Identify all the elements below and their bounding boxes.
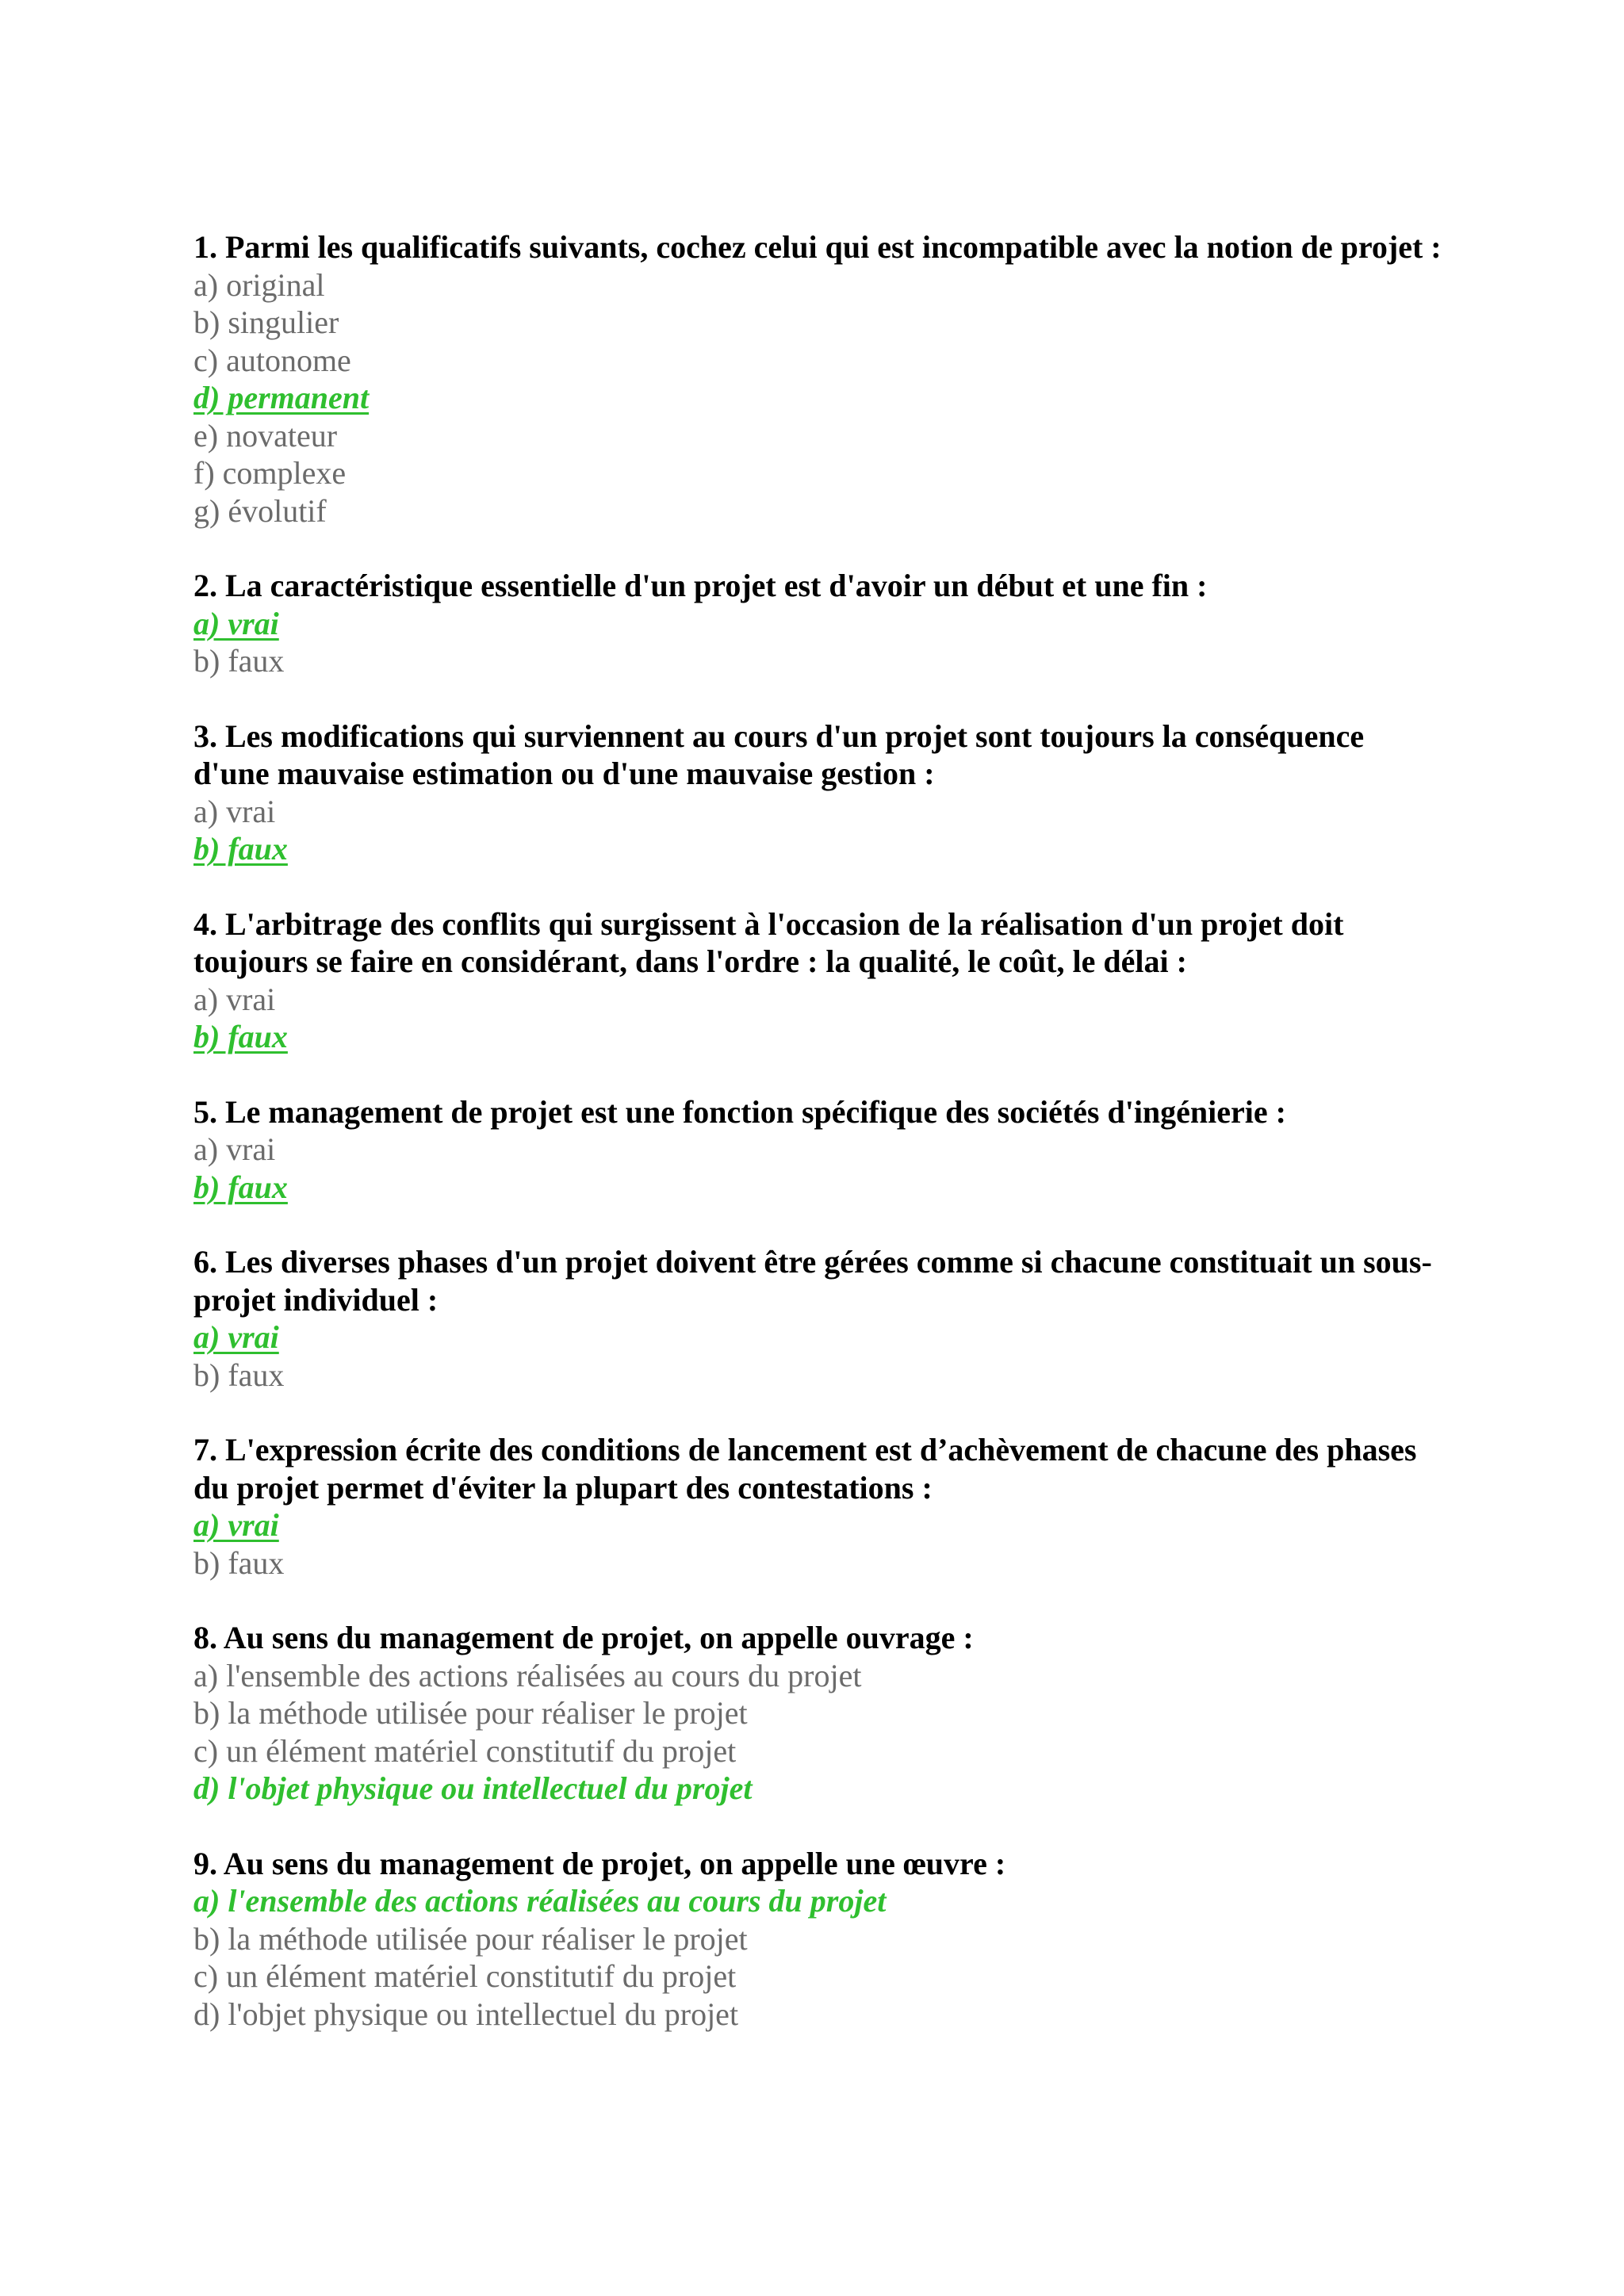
question-block [193,1619,1446,1808]
question-text: 2. La caractéristique essentielle d'un projet est d'avoir un début et une fin : [193,568,1208,603]
answer-option: b) faux [193,643,285,679]
question-block [193,905,1446,1056]
answer-option: f) complexe [193,455,347,491]
question-block [193,567,1446,680]
question-text: 8. Au sens du management de projet, on appelle ouvrage : [193,1620,974,1655]
question-text: 1. Parmi les qualificatifs suivants, cochez celui qui est incompatible avec la notion de projet : [193,229,1442,265]
answer-option: a) l'ensemble des actions réalisées au cours du projet [193,1657,862,1693]
answer-option: c) un élément matériel constitutif du projet [193,1732,737,1769]
answer-option: d) l'objet physique ou intellectuel du projet [193,1996,739,2032]
question-block [193,1431,1446,1582]
answer-option: c) un élément matériel constitutif du projet [193,1958,737,1994]
answer-option: a) vrai [193,793,276,829]
answer-option: b) faux [193,1357,285,1393]
answer-option: e) novateur [193,417,338,453]
answer-option: a) vrai [193,981,276,1017]
answer-option: b) singulier [193,304,339,340]
correct-answer-option: b) faux [193,1169,288,1205]
answer-option: b) la méthode utilisée pour réaliser le projet [193,1920,748,1957]
correct-answer-option: a) l'ensemble des actions réalisées au cours du projet [193,1883,887,1919]
question-block [193,1093,1446,1207]
correct-answer-option: d) l'objet physique ou intellectuel du projet [193,1770,753,1806]
answer-option: b) la méthode utilisée pour réaliser le projet [193,1695,748,1731]
question-text: 6. Les diverses phases d'un projet doivent être gérées comme si chacune constituait un sous-projet individuel : [193,1244,1432,1318]
correct-answer-option: a) vrai [193,1319,279,1355]
question-text: 7. L'expression écrite des conditions de lancement est d’achèvement de chacune des phases du projet permet d'éviter la plupart des contestations : [193,1432,1417,1506]
quiz-content [193,228,1446,2070]
question-block [193,228,1446,530]
question-text: 9. Au sens du management de projet, on appelle une œuvre : [193,1845,1006,1881]
question-block [193,718,1446,868]
answer-option: b) faux [193,1544,285,1581]
correct-answer-option: a) vrai [193,1507,279,1543]
correct-answer-option: a) vrai [193,605,279,641]
question-text: 3. Les modifications qui surviennent au cours d'un projet sont toujours la conséquence d'une mauvaise estimation ou d'une mauvaise gestion : [193,718,1365,791]
correct-answer-option: b) faux [193,1019,288,1054]
answer-option: a) original [193,266,325,303]
question-text: 5. Le management de projet est une fonction spécifique des sociétés d'ingénierie : [193,1093,1286,1130]
answer-option: c) autonome [193,342,351,378]
question-text: 4. L'arbitrage des conflits qui surgissent à l'occasion de la réalisation d'un projet doit toujours se faire en considérant, dans l'ordre : la qualité, le coût, le délai : [193,905,1344,979]
correct-answer-option: d) permanent [193,380,370,415]
correct-answer-option: b) faux [193,831,288,867]
answer-option: a) vrai [193,1131,276,1167]
answer-option: g) évolutif [193,492,327,529]
question-block [193,1845,1446,2034]
question-block [193,1243,1446,1394]
